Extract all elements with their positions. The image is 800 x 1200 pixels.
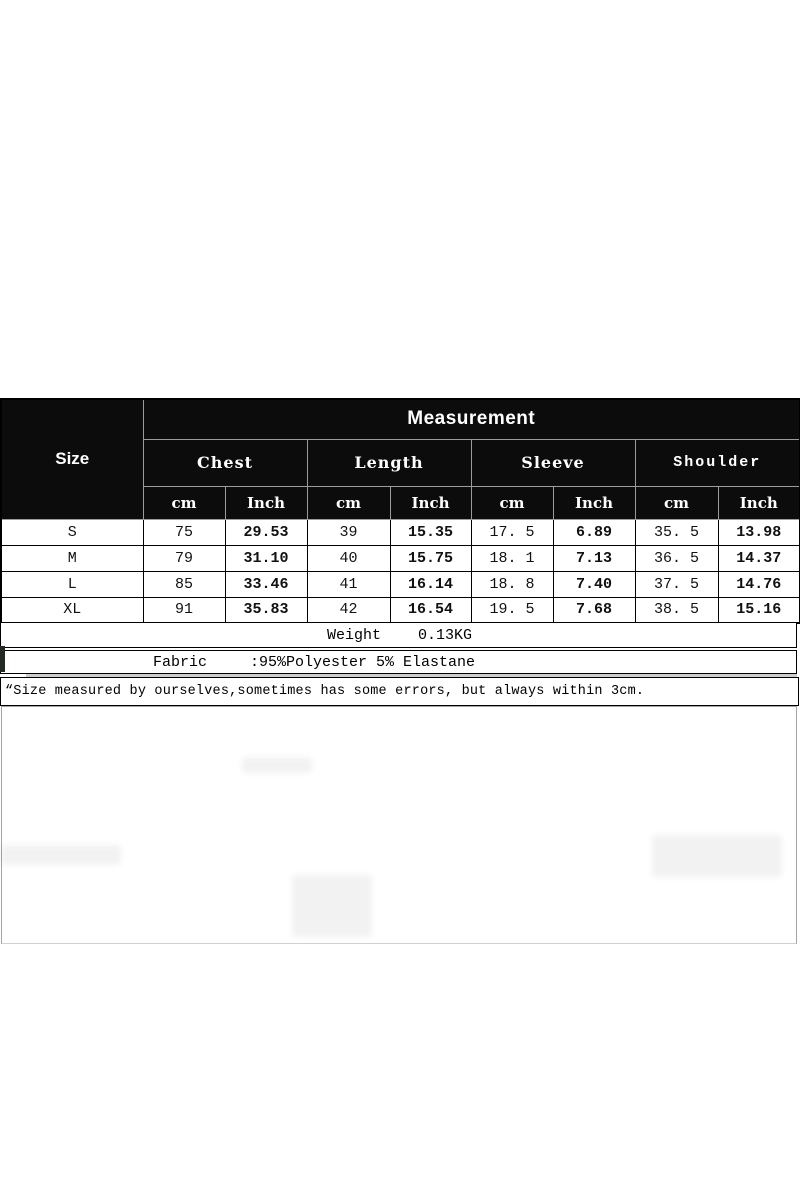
cell-cm: 39 xyxy=(307,519,390,545)
cell-cm: 19. 5 xyxy=(471,597,553,623)
group-header-shoulder: Shoulder xyxy=(635,439,800,486)
watermark-smudge xyxy=(292,875,372,937)
empty-detail-box xyxy=(1,706,797,944)
unit-header-cm: cm xyxy=(635,486,718,519)
cell-cm: 41 xyxy=(307,571,390,597)
group-header-length: Length xyxy=(307,439,471,486)
table-row-xl xyxy=(1,597,800,623)
cell-inch: 7.13 xyxy=(553,545,635,571)
unit-header-inch: Inch xyxy=(718,486,800,519)
cell-size: L xyxy=(1,571,143,597)
watermark-smudge xyxy=(242,757,312,773)
weight-row xyxy=(0,622,797,648)
cell-inch: 7.68 xyxy=(553,597,635,623)
table-row-l xyxy=(1,571,800,597)
cell-size: S xyxy=(1,519,143,545)
unit-header-cm: cm xyxy=(471,486,553,519)
cell-inch: 15.16 xyxy=(718,597,800,623)
cell-cm: 40 xyxy=(307,545,390,571)
left-edge-mark xyxy=(0,646,5,672)
cell-inch: 14.37 xyxy=(718,545,800,571)
cell-cm: 91 xyxy=(143,597,225,623)
size-table xyxy=(0,398,800,624)
size-note-text: “Size measured by ourselves,sometimes has some errors, but always within 3cm. xyxy=(5,684,645,699)
cell-cm: 17. 5 xyxy=(471,519,553,545)
cell-inch: 13.98 xyxy=(718,519,800,545)
table-title: Measurement xyxy=(143,399,800,439)
weight-value: 0.13KG xyxy=(418,627,473,644)
table-row-m xyxy=(1,545,800,571)
cell-cm: 36. 5 xyxy=(635,545,718,571)
watermark-smudge xyxy=(652,835,782,877)
weight-label: Weight xyxy=(327,627,382,644)
fabric-label: Fabric xyxy=(153,654,208,671)
unit-header-inch: Inch xyxy=(553,486,635,519)
cell-inch: 33.46 xyxy=(225,571,307,597)
unit-header-cm: cm xyxy=(307,486,390,519)
cell-size: XL xyxy=(1,597,143,623)
note-row xyxy=(0,677,799,706)
cell-cm: 37. 5 xyxy=(635,571,718,597)
fabric-row xyxy=(0,650,797,674)
unit-header-cm: cm xyxy=(143,486,225,519)
watermark-smudge xyxy=(1,845,121,865)
cell-cm: 85 xyxy=(143,571,225,597)
cell-cm: 18. 1 xyxy=(471,545,553,571)
cell-inch: 16.14 xyxy=(390,571,471,597)
cell-cm: 38. 5 xyxy=(635,597,718,623)
cell-cm: 79 xyxy=(143,545,225,571)
cell-size: M xyxy=(1,545,143,571)
cell-inch: 31.10 xyxy=(225,545,307,571)
group-header-chest: Chest xyxy=(143,439,307,486)
cell-cm: 42 xyxy=(307,597,390,623)
cell-cm: 75 xyxy=(143,519,225,545)
cell-inch: 7.40 xyxy=(553,571,635,597)
cell-inch: 15.75 xyxy=(390,545,471,571)
table-row-s xyxy=(1,519,800,545)
cell-cm: 35. 5 xyxy=(635,519,718,545)
cell-cm: 18. 8 xyxy=(471,571,553,597)
cell-inch: 15.35 xyxy=(390,519,471,545)
cell-inch: 35.83 xyxy=(225,597,307,623)
cell-inch: 16.54 xyxy=(390,597,471,623)
fabric-value: :95%Polyester 5% Elastane xyxy=(250,654,476,671)
cell-inch: 29.53 xyxy=(225,519,307,545)
unit-header-inch: Inch xyxy=(390,486,471,519)
size-header: Size xyxy=(1,399,143,519)
group-header-sleeve: Sleeve xyxy=(471,439,635,486)
cell-inch: 14.76 xyxy=(718,571,800,597)
cell-inch: 6.89 xyxy=(553,519,635,545)
unit-header-inch: Inch xyxy=(225,486,307,519)
